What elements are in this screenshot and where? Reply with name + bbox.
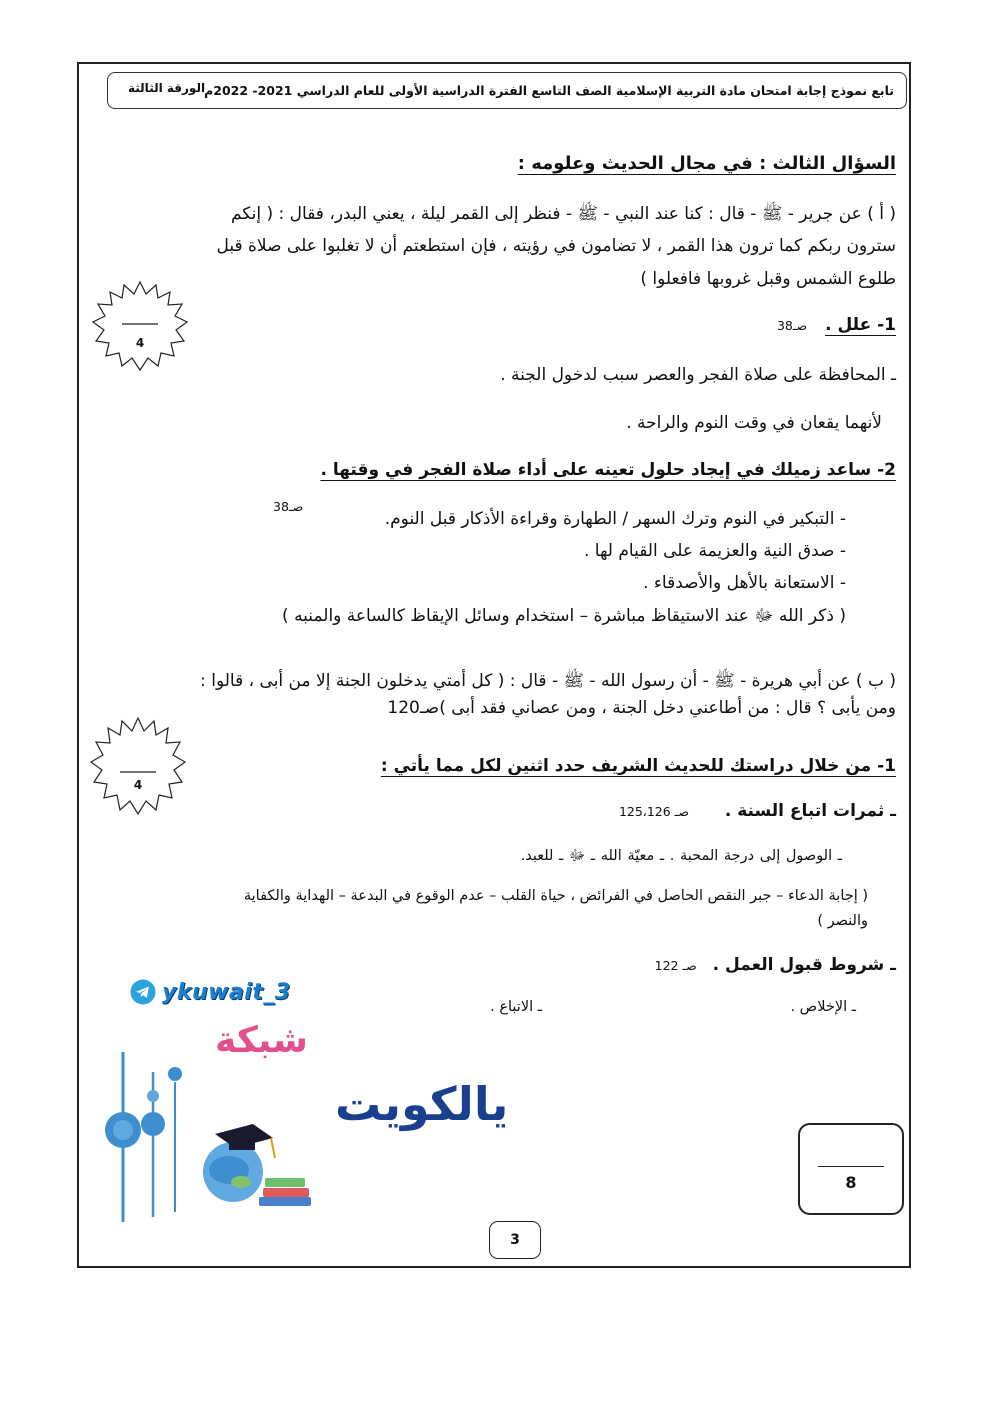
fruits-answers: ـ الوصول إلى درجة المحبة . ـ معيّة الله ـ ﷻ ـ للعبد.	[520, 848, 842, 864]
q2-label: 2- ساعد زميلك في إيجاد حلول تعينه على أداء صلاة الفجر في وقتها .	[320, 460, 896, 480]
watermark-logo	[95, 1012, 509, 1227]
q2-item-1: - التبكير في النوم وترك السهر / الطهارة وقراءة الأذكار قبل النوم.	[384, 509, 846, 529]
hadith-a-line-1: ( أ ) عن جرير - ﷺ - قال : كنا عند النبي - ﷺ - فنظر إلى القمر ليلة ، يعني البدر، فقال : ( إنكم	[230, 204, 896, 224]
total-score-box	[798, 1123, 904, 1215]
q1-statement: ـ المحافظة على صلاة الفجر والعصر سبب لدخول الجنة .	[500, 365, 896, 385]
section-title: السؤال الثالث : في مجال الحديث وعلومه :	[517, 153, 896, 174]
logo-text-kuwait: يالكويت	[335, 1077, 509, 1131]
header-box	[107, 72, 907, 109]
telegram-icon	[130, 979, 156, 1005]
q1-label: 1- علل .	[825, 315, 896, 335]
score-star-b	[90, 716, 186, 816]
sheet-label: الورقة الثالثة	[128, 81, 206, 95]
starburst-icon	[92, 280, 188, 372]
fruits-row	[619, 801, 896, 821]
q2-page-ref: صـ38	[273, 499, 304, 514]
conditions-title: ـ شروط قبول العمل .	[712, 955, 896, 975]
telegram-handle: ykuwait_3	[162, 979, 291, 1005]
q1-answer: لأنهما يقعان في وقت النوم والراحة .	[626, 413, 882, 433]
q2-item-3: - الاستعانة بالأهل والأصدقاء .	[643, 573, 846, 593]
q2-item-2: - صدق النية والعزيمة على القيام لها .	[583, 541, 846, 561]
header-title: تابع نموذج إجابة امتحان مادة التربية الإسلامية الصف التاسع الفترة الدراسية الأولى للعام الدراسي 2021- 2022م	[204, 83, 894, 98]
conditions-answer-1: ـ الإخلاص .	[790, 999, 856, 1015]
starburst-icon	[90, 716, 186, 816]
hadith-a-line-2: سترون ربكم كما ترون هذا القمر ، لا تضامون في رؤيته ، فإن استطعتم أن لا تغلبوا على صلاة قبل	[216, 236, 896, 256]
page-number: 3	[489, 1221, 541, 1259]
conditions-answer-2: ـ الاتباع .	[490, 999, 542, 1015]
conditions-page-ref: صـ 122	[654, 958, 697, 973]
fruits-extra-1: ( إجابة الدعاء – جبر النقص الحاصل في الفرائض ، حياة القلب – عدم الوقوع في البدعة – الهداية والكفاية	[243, 888, 868, 904]
q2-extra: ( ذكر الله ﷻ عند الاستيقاظ مباشرة – استخدام وسائل الإيقاظ كالساعة والمنبه )	[282, 606, 846, 626]
qb1-label: 1- من خلال دراستك للحديث الشريف حدد اثنين لكل مما يأتي :	[380, 756, 896, 776]
conditions-row	[655, 955, 896, 975]
fruits-extra-2: والنصر )	[817, 913, 868, 929]
score-divider	[818, 1166, 884, 1167]
score-a-value: 4	[135, 336, 145, 350]
hadith-a-line-3: طلوع الشمس وقبل غروبها فافعلوا )	[640, 269, 896, 289]
fruits-title: ـ ثمرات اتباع السنة .	[724, 801, 896, 821]
kuwait-towers-logo	[95, 1012, 509, 1227]
q1-page-ref: صـ38	[776, 318, 808, 333]
fruits-page-ref: صـ 125،126	[618, 804, 689, 819]
telegram-watermark	[130, 979, 291, 1005]
hadith-b-line-1: ( ب ) عن أبي هريرة - ﷺ - أن رسول الله - ﷺ - قال : ( كل أمتي يدخلون الجنة إلا من أبى ، قالوا :	[200, 671, 896, 691]
score-b-value: 4	[133, 778, 143, 792]
score-star-a	[92, 280, 188, 372]
hadith-b-line-2: ومن يأبى ؟ قال : من أطاعني دخل الجنة ، ومن عصاني فقد أبى )صـ120	[387, 698, 896, 718]
total-score: 8	[845, 1173, 857, 1192]
logo-text-network: شبكة	[215, 1020, 308, 1061]
q1-row	[777, 315, 896, 335]
